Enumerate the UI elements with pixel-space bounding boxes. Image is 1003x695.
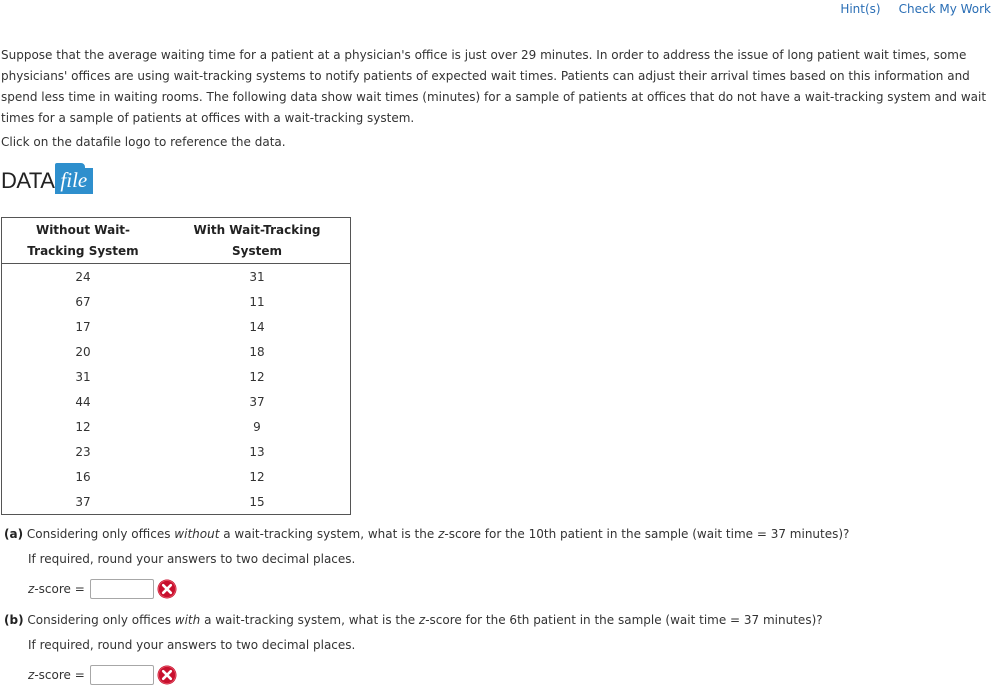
hints-link[interactable]: Hint(s) [840,2,881,16]
z-score-label-b: z-score = [28,668,85,682]
cell-without-tracking: 67 [75,294,91,309]
question-b-label: (b) [4,613,24,627]
datafile-logo[interactable] [1,164,93,198]
column-header-without-tracking: Without Wait- Tracking System [2,218,165,264]
cell-without-tracking: 17 [75,319,91,334]
table-header-row [2,218,351,264]
cell-without-tracking: 24 [75,269,91,284]
datafile-logo-data-text: DATA [1,168,55,193]
check-my-work-link[interactable]: Check My Work [898,2,991,16]
problem-intro: Suppose that the average waiting time for a patient at a physician's office is just over 29 minutes. In order to address the issue of long patient wait times, some physicians' offices are using wait-tracking systems to notify patients of expected wait times. Patients can adjust their arrival times based on this information and spend less time in waiting rooms. The following data show wait times (minutes) for a sample of patients at offices that do not have a wait-tracking system and wait times for a sample of patients at offices with a wait-tracking system. [1,48,987,125]
wait-times-table [1,217,351,515]
cell-without-tracking: 37 [75,494,91,509]
wrong-answer-icon [157,665,177,685]
cell-without-tracking: 31 [75,369,91,384]
cell-without-tracking: 12 [75,419,91,434]
cell-with-tracking: 12 [249,469,265,484]
answer-row-a [28,579,177,599]
top-nav [840,2,991,16]
cell-with-tracking: 37 [249,394,265,409]
column-header-with-tracking: With Wait-Tracking System [164,218,351,264]
question-a: (a) Considering only offices without a wait-tracking system, what is the z-score for the 10th patient in the sample (wait time = 37 minutes)? [4,527,850,541]
cell-without-tracking: 16 [75,469,91,484]
z-score-label-a: z-score = [28,582,85,596]
table-row [2,339,351,364]
table-row [2,389,351,414]
question-b: (b) Considering only offices with a wait-tracking system, what is the z-score for the 6th patient in the sample (wait time = 37 minutes)? [4,613,823,627]
cell-with-tracking: 18 [249,344,265,359]
question-a-label: (a) [4,527,24,541]
cell-with-tracking: 13 [249,444,265,459]
cell-without-tracking: 44 [75,394,91,409]
table-row [2,314,351,339]
cell-without-tracking: 20 [75,344,91,359]
cell-with-tracking: 31 [249,269,265,284]
rounding-instruction-b: If required, round your answers to two decimal places. [28,638,356,652]
wrong-answer-icon [157,579,177,599]
table-row [2,364,351,389]
cell-with-tracking: 9 [253,419,261,434]
rounding-instruction-a: If required, round your answers to two decimal places. [28,552,356,566]
z-score-input-b[interactable] [90,665,154,685]
datafile-logo-file-text: file [55,168,93,194]
cell-with-tracking: 15 [249,494,265,509]
table-row [2,289,351,314]
click-note: Click on the datafile logo to reference the data. [1,135,286,149]
cell-with-tracking: 14 [249,319,265,334]
table-row [2,414,351,439]
table-row [2,439,351,464]
answer-row-b [28,665,177,685]
cell-with-tracking: 11 [249,294,265,309]
table-row [2,489,351,515]
table-row [2,264,351,290]
table-row [2,464,351,489]
z-score-input-a[interactable] [90,579,154,599]
cell-without-tracking: 23 [75,444,91,459]
cell-with-tracking: 12 [249,369,265,384]
